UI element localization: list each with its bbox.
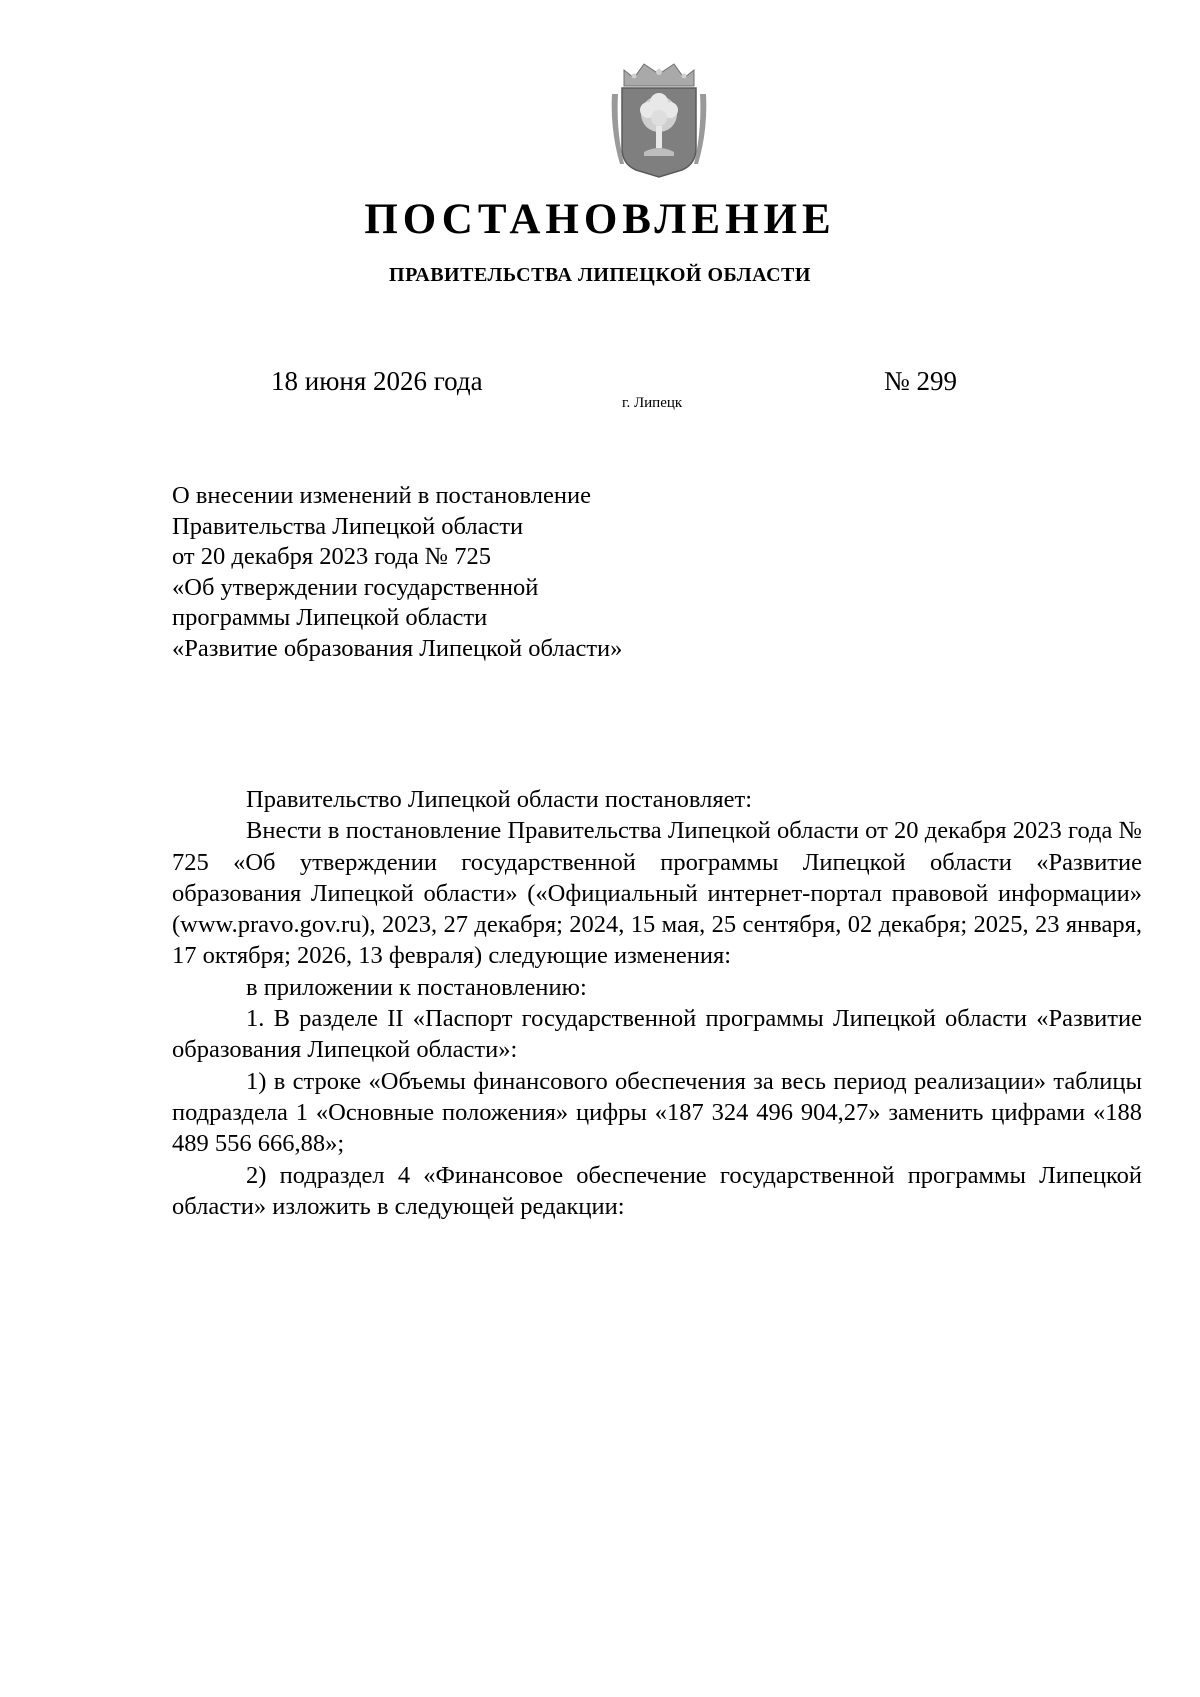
body-paragraph: Правительство Липецкой области постановляет:	[246, 786, 753, 813]
document-title: ПОСТАНОВЛЕНИЕ	[364, 196, 836, 243]
coat-of-arms-icon	[610, 60, 708, 178]
subject-line: от 20 декабря 2023 года № 725	[172, 543, 492, 571]
body-paragraph: 1) в строке «Объемы финансового обеспечения за весь период реализации» таблицы подраздела 1 «Основные положения» цифры «187 324 496 904,27» заменить цифрами «188 489 556 666,88»;	[172, 1067, 1142, 1158]
document-body	[172, 784, 1142, 1222]
emblem-graphic	[610, 60, 708, 178]
document-date: 18 июня 2026 года	[271, 366, 483, 396]
document-number: № 299	[884, 366, 958, 396]
body-paragraph: в приложении к постановлению:	[246, 973, 587, 1001]
subject-line: «Развитие образования Липецкой области»	[172, 634, 623, 662]
subject-line: «Об утверждении государственной	[172, 573, 539, 601]
document-city: г. Липецк	[622, 395, 683, 411]
subject-line: программы Липецкой области	[172, 604, 488, 632]
document-subject	[172, 481, 622, 665]
body-paragraph: Внести в постановление Правительства Липецкой области от 20 декабря 2023 года № 725 «Об утверждении государственной программы Липецкой области «Развитие образования Липецкой области» («Официальный интернет-портал правовой информации» (www.pravo.gov.ru), 2023, 27 декабря; 2024, 15 мая, 25 сентября, 02 декабря; 2025, 23 января, 17 октября; 2026, 13 февраля) следующие изменения:	[172, 817, 1142, 970]
body-paragraph: 2) подраздел 4 «Финансовое обеспечение государственной программы Липецкой области» изложить в следующей редакции:	[172, 1161, 1142, 1220]
subject-line: Правительства Липецкой области	[172, 512, 524, 540]
subject-line: О внесении изменений в постановление	[172, 482, 591, 509]
body-paragraph: 1. В разделе II «Паспорт государственной программы Липецкой области «Развитие образования Липецкой области»:	[172, 1005, 1142, 1064]
issuing-authority: ПРАВИТЕЛЬСТВА ЛИПЕЦКОЙ ОБЛАСТИ	[389, 264, 811, 286]
